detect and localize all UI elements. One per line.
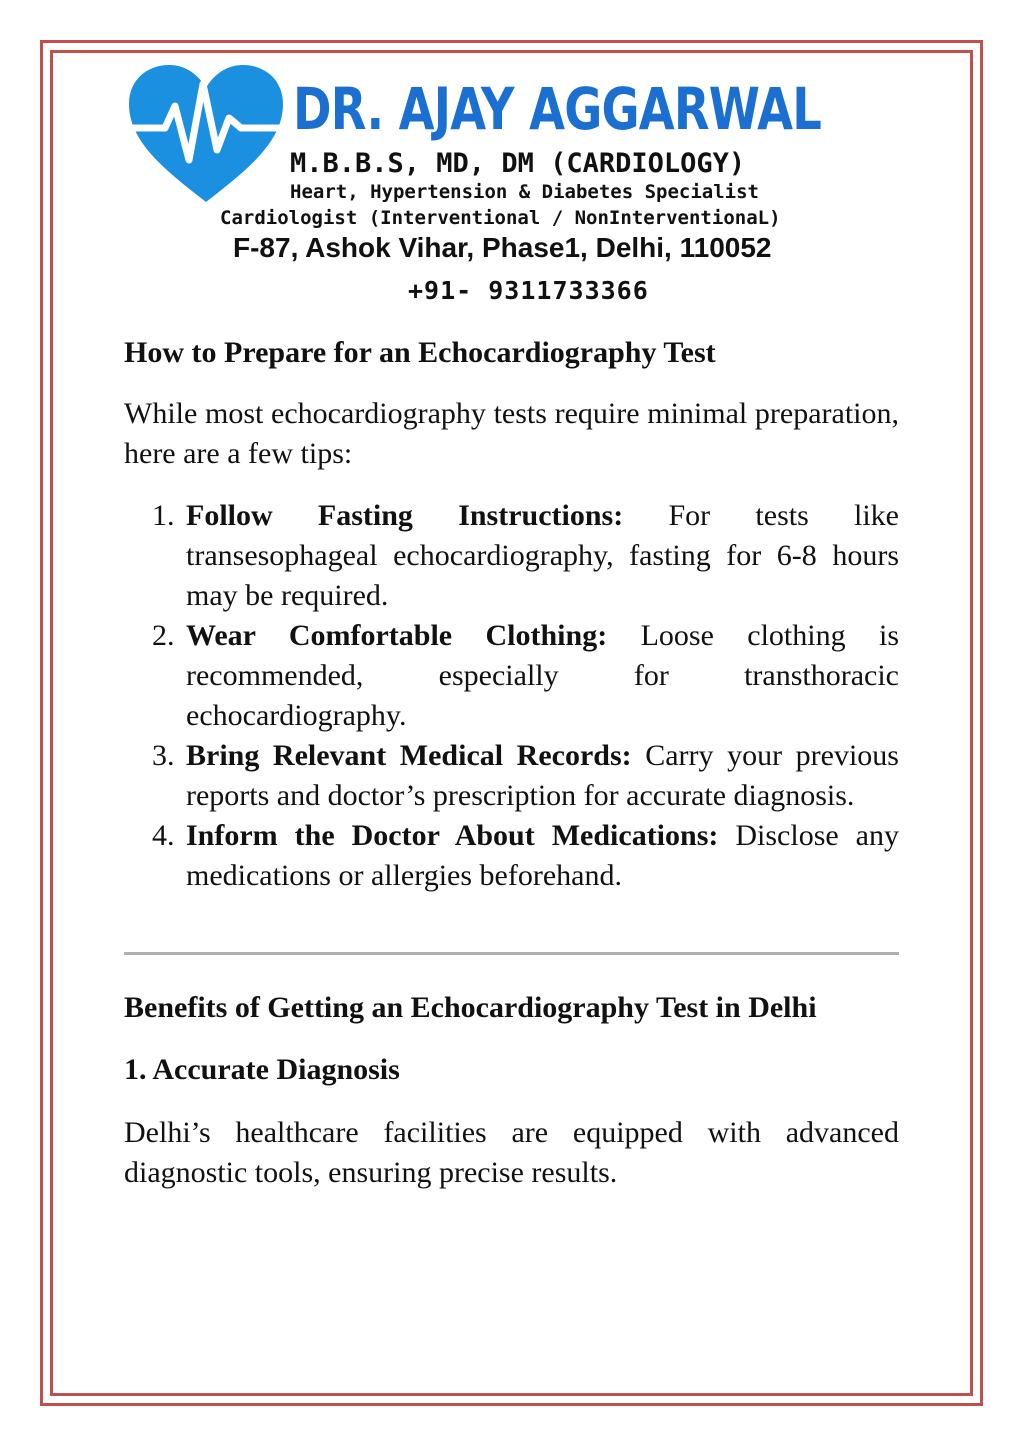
list-item: 4. Inform the Doctor About Medications: Disclose any medications or allergies beforehand. — [152, 819, 899, 892]
doctor-role: Cardiologist (Interventional / NonInterventionaL) — [220, 207, 781, 229]
benefit-subheading: 1. Accurate Diagnosis — [124, 1053, 400, 1086]
section-heading-benefits: Benefits of Getting an Echocardiography Test in Delhi — [124, 991, 817, 1024]
doctor-specialty: Heart, Hypertension & Diabetes Specialist — [290, 181, 759, 203]
clinic-address: F-87, Ashok Vihar, Phase1, Delhi, 110052 — [233, 232, 772, 263]
heart-pulse-icon — [125, 62, 287, 207]
prepare-intro-paragraph: While most echocardiography tests require minimal preparation, here are a few tips: — [124, 397, 899, 470]
list-item-title: Follow Fasting Instructions: — [186, 499, 624, 532]
list-item-text: Carry your previous reports and doctor’s prescription for accurate diagnosis. — [186, 739, 899, 812]
list-item: 2. Wear Comfortable Clothing: Loose clothing is recommended, especially for transthoracic echocardiography. — [152, 619, 899, 732]
list-item-text: For tests like transesophageal echocardiography, fasting for 6-8 hours may be required. — [186, 499, 900, 612]
doctor-qualification: M.B.B.S, MD, DM (CARDIOLOGY) — [290, 148, 746, 179]
list-item-text: Loose clothing is recommended, especially for transthoracic echocardiography. — [186, 619, 899, 732]
doctor-name: DR. AJAY AGGARWAL — [293, 75, 821, 143]
prepare-tips-list — [124, 496, 899, 896]
list-item-title: Wear Comfortable Clothing: — [186, 619, 608, 652]
list-item-text: Disclose any medications or allergies beforehand. — [186, 819, 899, 892]
section-heading-prepare: How to Prepare for an Echocardiography Test — [124, 336, 716, 369]
list-item-title: Bring Relevant Medical Records: — [186, 739, 632, 772]
benefit-paragraph: Delhi’s healthcare facilities are equipped with advanced diagnostic tools, ensuring precise results. — [124, 1116, 899, 1189]
list-item-title: Inform the Doctor About Medications: — [186, 819, 719, 852]
list-item: 3. Bring Relevant Medical Records: Carry your previous reports and doctor’s prescription for accurate diagnosis. — [152, 739, 899, 812]
clinic-phone: +91- 9311733366 — [408, 276, 649, 305]
letterhead — [125, 62, 905, 312]
article-content — [124, 333, 899, 1193]
list-item: 1. Follow Fasting Instructions: For tests like transesophageal echocardiography, fasting for 6-8 hours may be required. — [152, 499, 900, 612]
